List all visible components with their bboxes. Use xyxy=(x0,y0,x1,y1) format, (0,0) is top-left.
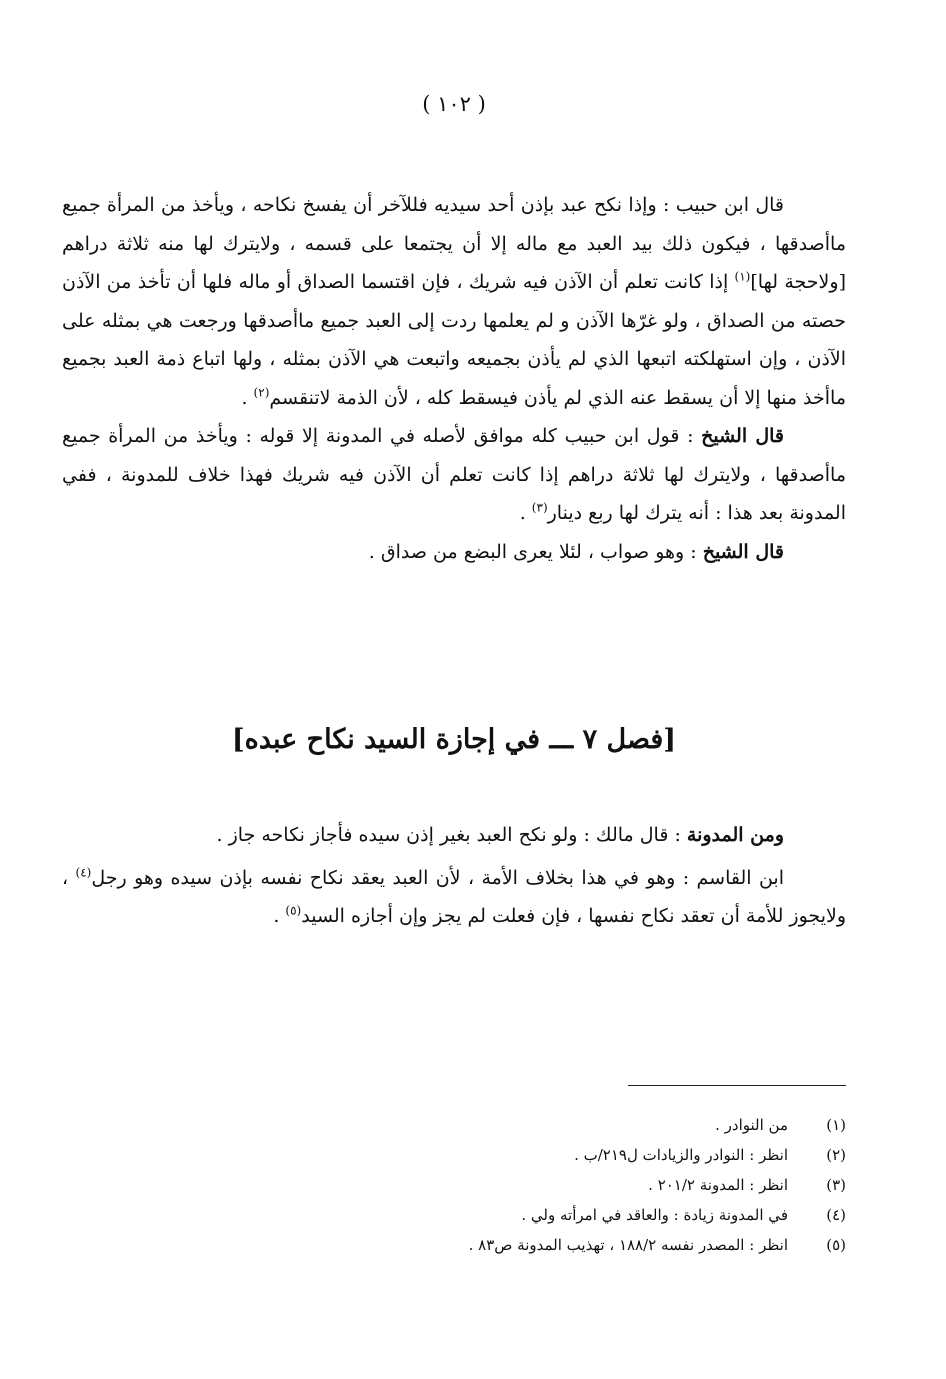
footnote-1 xyxy=(62,1110,846,1140)
paragraph-text: . xyxy=(273,905,286,927)
footnote-5 xyxy=(62,1230,846,1260)
footnote-number: (٤) xyxy=(826,1206,846,1224)
paragraph-ibn-habib xyxy=(62,186,846,417)
footnote-marker: (٥) xyxy=(285,903,302,918)
page-number: ( ١٠٢ ) xyxy=(422,92,486,116)
paragraph-text: : قال مالك : ولو نكح العبد بغير إذن سيده فأجاز نكاحه جاز . xyxy=(216,824,687,846)
paragraph-text: : وهو صواب ، لئلا يعرى البضع من صداق . xyxy=(368,540,703,563)
footnote-text: من النوادر . xyxy=(715,1116,788,1134)
paragraph-text: . xyxy=(519,502,532,524)
section-text xyxy=(62,816,846,940)
footnote-text: انظر : النوادر والزيادات ل٢١٩/ب . xyxy=(574,1146,788,1164)
paragraph-mudawwana xyxy=(62,816,846,855)
footnote-marker: (٢) xyxy=(253,385,270,400)
footnote-number: (٢) xyxy=(826,1146,846,1164)
section-heading: [فصل ٧ ـــ في إجازة السيد نكاح عبده] xyxy=(231,724,677,755)
paragraph-sheikh-1 xyxy=(62,417,846,533)
footnote-3 xyxy=(62,1170,846,1200)
footnote-4 xyxy=(62,1200,846,1230)
footnotes xyxy=(62,1110,846,1260)
footnote-marker: (٣) xyxy=(531,500,548,515)
paragraph-text: ابن القاسم : وهو في هذا بخلاف الأمة ، لأن العبد يعقد نكاح نفسه بإذن سيده وهو رجل xyxy=(91,866,784,889)
paragraph-text: : قول ابن حبيب كله موافق لأصله في المدونة إلا قوله : ويأخذ من المرأة جميع ماأصدقها ، ولايترك لها ثلاثة دراهم إذا كانت تعلم أن الآذن فيه شريك فهذا خلاف للمدونة ، ففي المدونة بعد هذا : أنه يترك لها ربع دينار xyxy=(62,425,846,524)
paragraph-text: قال ابن حبيب : وإذا نكح عبد بإذن أحد سيديه فللآخر أن يفسخ نكاحه ، ويأخذ من المرأة جميع ماأصدقها ، فيكون ذلك بيد العبد مع ماله إلا أن يجتمعا على قسمه ، ولايترك لها منه ثلاثة دراهم [ولاحجة لها] xyxy=(62,194,846,293)
footnote-separator xyxy=(628,1085,846,1086)
book-page xyxy=(62,0,846,1379)
paragraph-text: ، ولايجوز للأمة أن تعقد نكاح نفسها ، فإن فعلت لم يجز وإن أجازه السيد xyxy=(62,866,846,927)
footnote-text: انظر : المصدر نفسه ١٨٨/٢ ، تهذيب المدونة ص٨٣ . xyxy=(468,1236,788,1254)
footnote-number: (٣) xyxy=(826,1176,846,1194)
footnote-text: انظر : المدونة ٢٠١/٢ . xyxy=(648,1176,788,1194)
speaker-label: قال الشيخ xyxy=(702,540,784,563)
footnote-marker: (٤) xyxy=(75,865,92,880)
footnote-text: في المدونة زيادة : والعاقد في امرأته ولي . xyxy=(521,1206,788,1224)
paragraph-ibn-qasim xyxy=(62,859,846,936)
footnote-2 xyxy=(62,1140,846,1170)
footnote-number: (١) xyxy=(826,1116,846,1134)
footnote-marker: (١) xyxy=(734,269,751,284)
source-label: ومن المدونة xyxy=(686,824,784,846)
paragraph-sheikh-2 xyxy=(62,533,846,572)
speaker-label: قال الشيخ xyxy=(701,425,785,447)
paragraph-text: . xyxy=(241,386,254,409)
paragraph-text: إذا كانت تعلم أن الآذن فيه شريك ، فإن اقتسما الصداق أو ماله فلها أن تأخذ من الآذن حصته من الصداق ، ولو غرّها الآذن و لم يعلمها ردت إلى العبد جميع ماأصدقها ورجعت هي بمثله على الآذن ، وإن استهلكته اتبعها الذي لم يأذن بجميعه واتبعت هي الآذن بمثله ، ولها اتباع ذمة العبد بجميع ماأخذ منها إلا أن يسقط عنه الذي لم يأذن فيسقط كله ، لأن الذمة لاتنقسم xyxy=(62,271,846,409)
footnote-number: (٥) xyxy=(826,1236,846,1254)
main-text xyxy=(62,186,846,571)
